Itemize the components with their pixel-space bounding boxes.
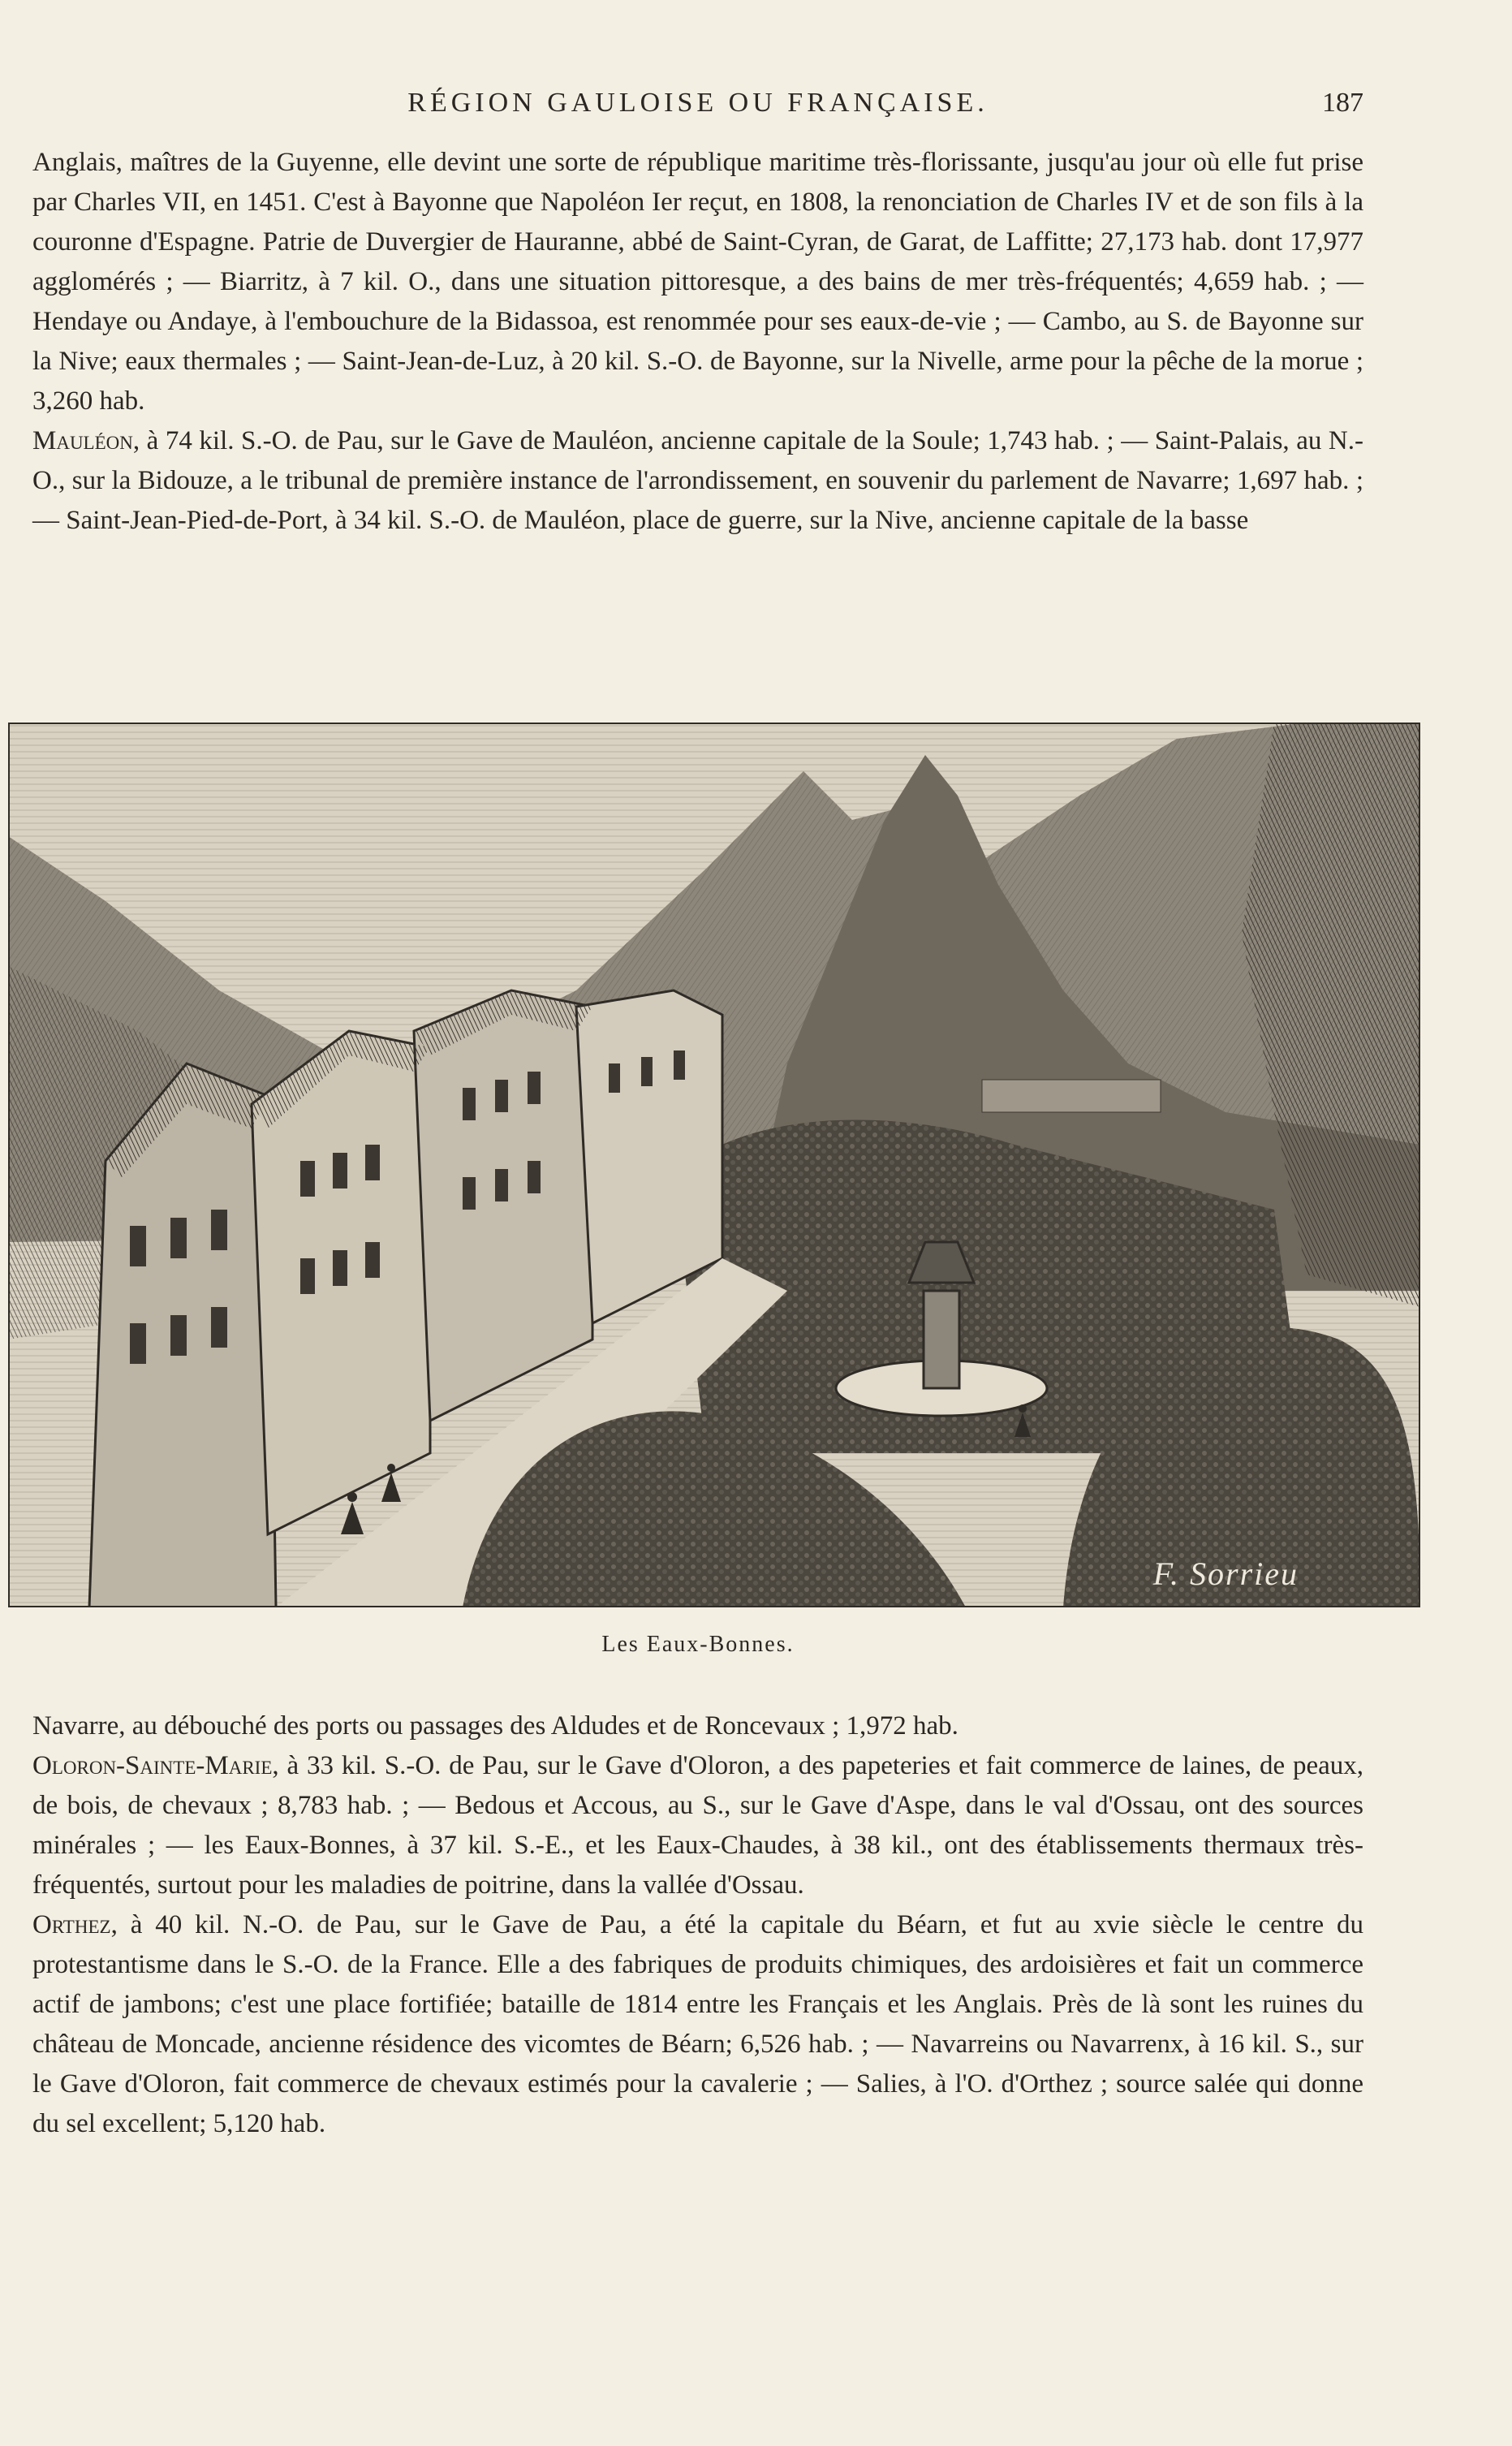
place-name-oloron: Oloron-Sainte-Marie — [32, 1751, 273, 1780]
paragraph-oloron-text: , à 33 kil. S.-O. de Pau, sur le Gave d'Oloron, a des papeteries et fait commerce de laines, de peaux, de bois, de chevaux ; 8,783 hab. ; — Bedous et Accous, au S., sur le Gave d'Aspe, dans le val d'Ossau, ont des sources minérales ; — les Eaux-Bonnes, à 37 kil. S.-E., et les Eaux-Chaudes, à 38 kil., ont des établissements thermaux très-fréquentés, surtout pour les maladies de poitrine, dans la vallée d'Ossau. — [32, 1751, 1363, 1900]
paragraph-orthez-text: , à 40 kil. N.-O. de Pau, sur le Gave de Pau, a été la capitale du Béarn, et fut au xvie siècle le centre du protestantisme dans le S.-O. de la France. Elle a des fabriques de produits chimiques, des ardoisières et fait un commerce actif de jambons; c'est une place fortifiée; bataille de 1814 entre les Français et les Anglais. Près de là sont les ruines du château de Moncade, ancienne résidence des vicomtes de Béarn; 6,526 hab. ; — Navarreins ou Navarrenx, à 16 kil. S., sur le Gave d'Oloron, fait commerce de chevaux estimés pour la cavalerie ; — Salies, à l'O. d'Orthez ; source salée qui donne du sel excellent; 5,120 hab. — [32, 1910, 1363, 2138]
paragraph-orthez — [32, 1905, 1363, 2144]
paragraph-oloron — [32, 1746, 1363, 1905]
paragraph-mauleon-text: , à 74 kil. S.-O. de Pau, sur le Gave de Mauléon, ancienne capitale de la Soule; 1,743 hab. ; — Saint-Palais, au N.-O., sur la Bidouze, a le tribunal de première instance de l'arrondissement, en souvenir du parlement de Navarre; 1,697 hab. ; — Saint-Jean-Pied-de-Port, à 34 kil. S.-O. de Mauléon, place de guerre, sur la Nive, ancienne capitale de la basse — [32, 426, 1363, 535]
bottom-text-block — [32, 1706, 1363, 2144]
paragraph-mauleon — [32, 421, 1363, 541]
page-number: 187 — [1322, 88, 1363, 118]
paragraph-navarre-continued: Navarre, au débouché des ports ou passages des Aldudes et de Roncevaux ; 1,972 hab. — [32, 1711, 958, 1741]
engraving-illustration — [8, 723, 1420, 1607]
top-text-block — [32, 143, 1363, 541]
running-title: RÉGION GAULOISE OU FRANÇAISE. — [407, 88, 989, 118]
hillside-terrace — [982, 1080, 1161, 1112]
figure-caption: Les Eaux-Bonnes. — [601, 1632, 795, 1657]
place-name-mauleon: Mauléon — [32, 426, 133, 455]
engraver-signature: F. Sorrieu — [1152, 1555, 1299, 1592]
running-head — [32, 88, 1363, 136]
place-name-orthez: Orthez — [32, 1910, 111, 1939]
paragraph-bayonne-continued: Anglais, maîtres de la Guyenne, elle devint une sorte de république maritime très-florissante, jusqu'au jour où elle fut prise par Charles VII, en 1451. C'est à Bayonne que Napoléon Ier reçut, en 1808, la renonciation de Charles IV et de son fils à la couronne d'Espagne. Patrie de Duvergier de Hauranne, abbé de Saint-Cyran, de Garat, de Laffitte; 27,173 hab. dont 17,977 agglomérés ; — Biarritz, à 7 kil. O., dans une situation pittoresque, a des bains de mer très-fréquentés; 4,659 hab. ; — Hendaye ou Andaye, à l'embouchure de la Bidassoa, est renommée pour ses eaux-de-vie ; — Cambo, au S. de Bayonne sur la Nive; eaux thermales ; — Saint-Jean-de-Luz, à 20 kil. S.-O. de Bayonne, sur la Nivelle, arme pour la pêche de la morue ; 3,260 hab. — [32, 148, 1363, 416]
engraving-eaux-bonnes — [8, 723, 1420, 1607]
